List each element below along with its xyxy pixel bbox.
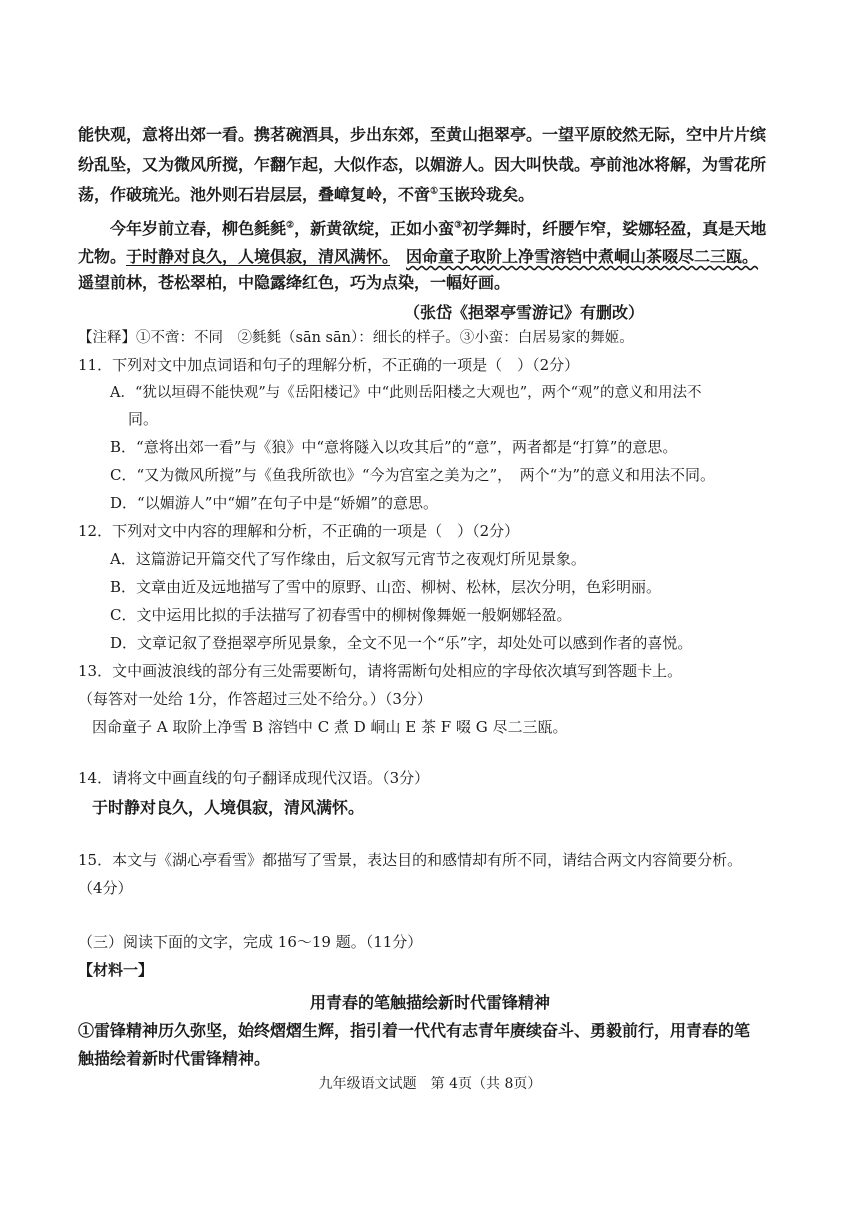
question-12-option-d: D．文章记叙了登挹翠亭所见景象，全文不见一个“乐”字，却处处可以感到作者的喜悦。 bbox=[110, 634, 693, 652]
footnote-marker: ① bbox=[430, 186, 439, 197]
question-15-score: （4分） bbox=[78, 879, 133, 897]
question-14-sentence: 于时静对良久，人境俱寂，清风满怀。 bbox=[92, 798, 365, 817]
passage-line-5 bbox=[78, 247, 758, 267]
wavy-underlined-sentence: 因命童子取阶上净雪溶铛中煮峒山茶啜尽二三瓯。 bbox=[406, 247, 759, 266]
passage-source: （张岱《挹翠亭雪游记》有删改） bbox=[404, 303, 645, 322]
passage-text: 尤物。 bbox=[78, 247, 127, 266]
question-12-option-a: A．这篇游记开篇交代了写作缘由，后文叙写元宵节之夜观灯所见景象。 bbox=[110, 550, 586, 568]
page-footer: 九年级语文试题 第 4页（共 8页） bbox=[318, 1076, 542, 1092]
passage-line-1: 能快观，意将出郊一看。携茗碗酒具，步出东郊，至黄山挹翠亭。一望平原皎然无际，空中片片缤 bbox=[78, 125, 767, 144]
passage-text: 玉嵌玲珑矣。 bbox=[438, 185, 535, 204]
passage-line-6: 遥望前林，苍松翠柏，中隐露绛红色，巧为点染，一幅好画。 bbox=[78, 273, 511, 292]
annotation-note: 【注释】①不啻：不同 ②毵毵（sān sān）：细长的样子。③小蛮：白居易家的舞姬。 bbox=[78, 330, 634, 346]
passage-line-4 bbox=[110, 219, 766, 239]
passage-line-3 bbox=[78, 185, 534, 205]
passage-text: 初学舞时，纤腰乍窄，娑娜轻盈，真是天地 bbox=[462, 219, 767, 238]
underlined-sentence: 于时静对良久，人境俱寂，清风满怀。 bbox=[126, 247, 391, 266]
question-12-stem: 12．下列对文中内容的理解和分析，不正确的一项是（ ）（2分） bbox=[78, 522, 520, 540]
passage-text: 荡，作破琉光。池外则石岩层层，叠嶂复岭，不啻 bbox=[78, 185, 431, 204]
material-paragraph-line-1: ①雷锋精神历久弥坚，始终熠熠生辉，指引着一代代有志青年赓续奋斗、勇毅前行，用青春的笔 bbox=[78, 1021, 751, 1040]
section-3-title: （三）阅读下面的文字，完成 16～19 题。（11分） bbox=[78, 933, 423, 951]
question-11-option-b: B．“意将出郊一看”与《狼》中“意将隧入以攻其后”的“意”，两者都是“打算”的意思。 bbox=[110, 438, 678, 456]
footnote-marker: ③ bbox=[454, 220, 463, 231]
page-footer-row bbox=[0, 1074, 860, 1094]
question-12-option-c: C．文中运用比拟的手法描写了初春雪中的柳树像舞姬一般婀娜轻盈。 bbox=[110, 606, 572, 624]
question-11-option-c: C．“又为微风所搅”与《鱼我所欲也》“今为宫室之美为之”， 两个“为”的意义和用法不同。 bbox=[110, 466, 715, 484]
question-11-option-a-cont: 同。 bbox=[128, 410, 159, 428]
question-11-option-a: A．“犹以垣碍不能快观”与《岳阳楼记》中“此则岳阳楼之大观也”，两个“观”的意义和用法不 bbox=[110, 385, 702, 401]
question-11-stem: 11．下列对文中加点词语和句子的理解分析，不正确的一项是（ ）（2分） bbox=[78, 356, 580, 374]
question-14-stem: 14．请将文中画直线的句子翻译成现代汉语。（3分） bbox=[78, 769, 430, 787]
question-11-option-d: D．“以媚游人”中“媚”在句子中是“娇媚”的意思。 bbox=[110, 494, 439, 512]
question-13-text: 因命童子 A 取阶上净雪 B 溶铛中 C 煮 D 峒山 E 茶 F 啜 G 尽二三瓯。 bbox=[92, 718, 568, 736]
passage-text: 今年岁前立春，柳色毵毵 bbox=[110, 219, 287, 238]
material-heading: 用青春的笔触描绘新时代雷锋精神 bbox=[309, 993, 550, 1012]
material-paragraph-line-2: 触描绘着新时代雷锋精神。 bbox=[78, 1049, 271, 1068]
material-heading-row bbox=[0, 993, 860, 1013]
question-13-scoring: （每答对一处给 1分，作答超过三处不给分。）（3分） bbox=[78, 690, 432, 708]
question-15-stem: 15．本文与《湖心亭看雪》都描写了雪景，表达目的和感情却有所不同，请结合两文内容简要分析。 bbox=[78, 851, 743, 869]
question-12-option-b: B．文章由近及远地描写了雪中的原野、山峦、柳树、松林，层次分明，色彩明丽。 bbox=[110, 578, 662, 596]
question-13-stem: 13．文中画波浪线的部分有三处需要断句，请将需断句处相应的字母依次填写到答题卡上。 bbox=[78, 662, 683, 680]
passage-line-2: 纷乱坠，又为微风所搅，乍翻乍起，大似作态，以媚游人。因大叫快哉。亭前池冰将解，为雪花所 bbox=[78, 155, 767, 174]
material-label: 【材料一】 bbox=[78, 961, 154, 979]
footnote-marker: ② bbox=[286, 220, 295, 231]
passage-text: ，新黄欲绽，正如小蛮 bbox=[294, 219, 455, 238]
